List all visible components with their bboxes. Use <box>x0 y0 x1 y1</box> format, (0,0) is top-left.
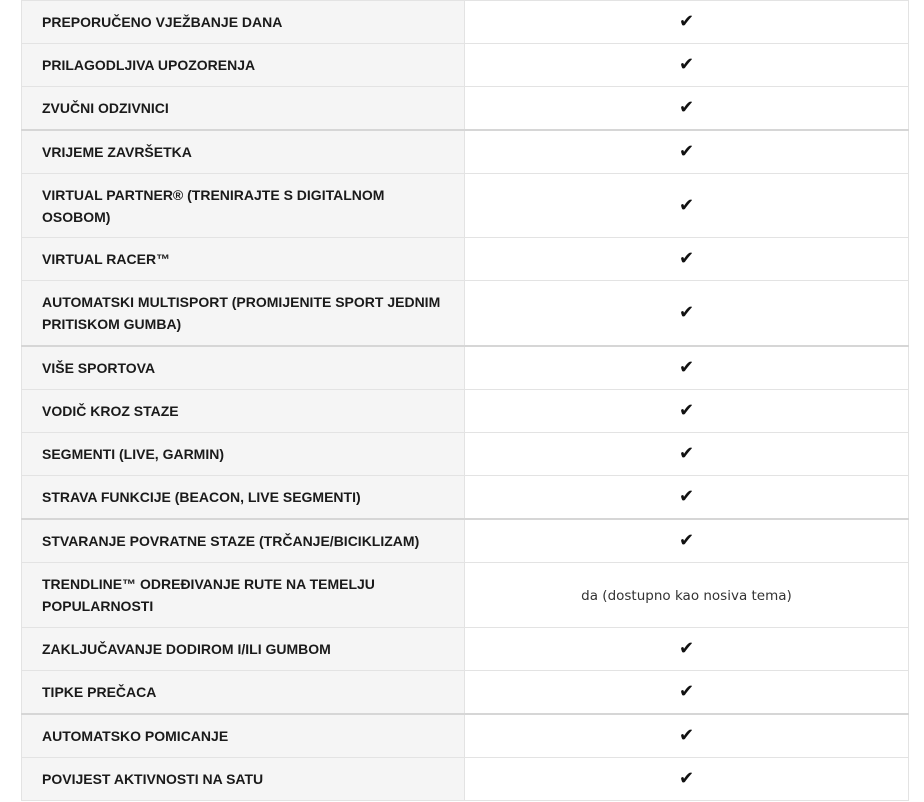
table-row <box>22 758 909 801</box>
table-row <box>22 563 909 628</box>
feature-value <box>465 758 909 801</box>
table-row <box>22 44 909 87</box>
feature-value-text: da (dostupno kao nosiva tema) <box>581 587 792 604</box>
feature-label: PRILAGODLJIVA UPOZORENJA <box>22 44 465 87</box>
feature-value <box>465 87 909 130</box>
feature-value <box>465 714 909 758</box>
feature-label: POVIJEST AKTIVNOSTI NA SATU <box>22 758 465 801</box>
table-row <box>22 130 909 174</box>
table-row <box>22 519 909 563</box>
check-icon: ✔ <box>678 194 695 216</box>
feature-value <box>465 476 909 519</box>
feature-value <box>465 44 909 87</box>
feature-value <box>465 281 909 346</box>
feature-label: AUTOMATSKO POMICANJE <box>22 714 465 758</box>
feature-label: PREPORUČENO VJEŽBANJE DANA <box>22 1 465 44</box>
table-row <box>22 238 909 281</box>
table-row <box>22 281 909 346</box>
check-icon: ✔ <box>678 11 695 32</box>
table-row <box>22 476 909 519</box>
feature-value <box>465 346 909 390</box>
feature-value <box>465 628 909 671</box>
table-row <box>22 390 909 433</box>
feature-value <box>465 130 909 174</box>
check-icon: ✔ <box>678 248 695 269</box>
table-row <box>22 714 909 758</box>
feature-label: ZVUČNI ODZIVNICI <box>22 87 465 130</box>
table-row <box>22 433 909 476</box>
feature-label: VIŠE SPORTOVA <box>22 346 465 390</box>
feature-label: VRIJEME ZAVRŠETKA <box>22 130 465 174</box>
feature-value <box>465 563 909 628</box>
check-icon: ✔ <box>678 400 695 421</box>
table-row <box>22 1 909 44</box>
feature-label: AUTOMATSKI MULTISPORT (PROMIJENITE SPORT JEDNIM PRITISKOM GUMBA) <box>22 281 465 346</box>
feature-value <box>465 390 909 433</box>
check-icon: ✔ <box>678 529 695 551</box>
feature-label: TRENDLINE™ ODREĐIVANJE RUTE NA TEMELJU POPULARNOSTI <box>22 563 465 628</box>
table-row <box>22 628 909 671</box>
check-icon: ✔ <box>678 768 695 789</box>
feature-label: STVARANJE POVRATNE STAZE (TRČANJE/BICIKLIZAM) <box>22 519 465 563</box>
check-icon: ✔ <box>678 356 695 378</box>
table-row <box>22 671 909 714</box>
check-icon: ✔ <box>678 301 695 323</box>
feature-label: VIRTUAL PARTNER® (TRENIRAJTE S DIGITALNOM OSOBOM) <box>22 174 465 238</box>
feature-comparison-table <box>21 0 909 801</box>
check-icon: ✔ <box>678 680 695 702</box>
check-icon: ✔ <box>678 140 695 162</box>
feature-value <box>465 238 909 281</box>
feature-value <box>465 519 909 563</box>
check-icon: ✔ <box>678 443 695 464</box>
feature-label: SEGMENTI (LIVE, GARMIN) <box>22 433 465 476</box>
feature-value <box>465 1 909 44</box>
feature-label: STRAVA FUNKCIJE (BEACON, LIVE SEGMENTI) <box>22 476 465 519</box>
check-icon: ✔ <box>678 485 695 507</box>
table-row <box>22 346 909 390</box>
check-icon: ✔ <box>678 638 695 659</box>
check-icon: ✔ <box>678 724 695 746</box>
feature-value <box>465 433 909 476</box>
check-icon: ✔ <box>678 96 695 118</box>
feature-label: ZAKLJUČAVANJE DODIROM I/ILI GUMBOM <box>22 628 465 671</box>
table-row <box>22 87 909 130</box>
feature-value <box>465 174 909 238</box>
feature-label: TIPKE PREČACA <box>22 671 465 714</box>
feature-label: VODIČ KROZ STAZE <box>22 390 465 433</box>
feature-label: VIRTUAL RACER™ <box>22 238 465 281</box>
feature-value <box>465 671 909 714</box>
check-icon: ✔ <box>678 54 695 75</box>
table-row <box>22 174 909 238</box>
